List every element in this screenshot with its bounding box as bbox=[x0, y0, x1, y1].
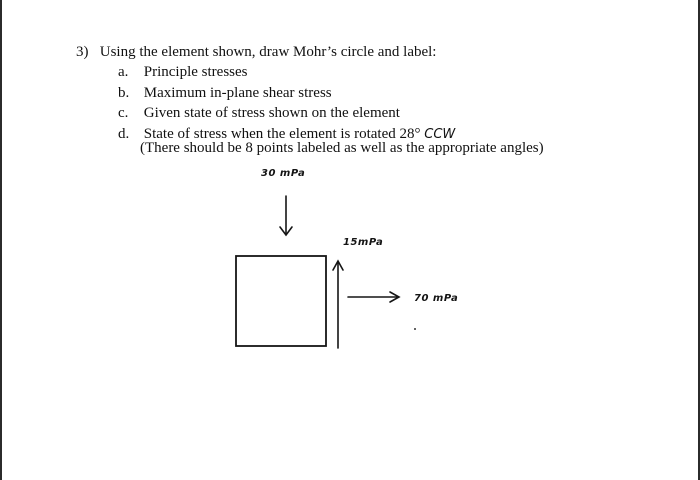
stress-element-square bbox=[236, 256, 326, 346]
shear-stress-label: 15mPa bbox=[343, 237, 384, 248]
item-text: Principle stresses bbox=[143, 64, 248, 80]
question-note: (There should be 8 points labeled as well as the appropriate angles) bbox=[140, 140, 544, 156]
item-letter: b. bbox=[118, 84, 130, 101]
right-stress-label: 70 mPa bbox=[414, 293, 459, 304]
item-text: Maximum in-plane shear stress bbox=[143, 84, 332, 101]
question-number: 3) bbox=[76, 44, 89, 60]
top-normal-stress-arrow bbox=[280, 196, 292, 235]
item-letter: d. bbox=[118, 125, 130, 142]
item-letter: c. bbox=[118, 105, 129, 121]
item-letter: a. bbox=[118, 64, 129, 80]
item-text: State of stress when the element is rotated 28° bbox=[143, 125, 421, 142]
shear-stress-arrow bbox=[333, 261, 343, 348]
right-normal-stress-arrow bbox=[348, 292, 399, 302]
stray-dot bbox=[414, 328, 416, 330]
question-prompt: Using the element shown, draw Mohr’s circle and label: bbox=[99, 44, 437, 60]
item-text: Given state of stress shown on the element bbox=[143, 105, 400, 121]
top-stress-label: 30 mPa bbox=[261, 168, 306, 179]
item-direction: CCW bbox=[424, 126, 456, 142]
